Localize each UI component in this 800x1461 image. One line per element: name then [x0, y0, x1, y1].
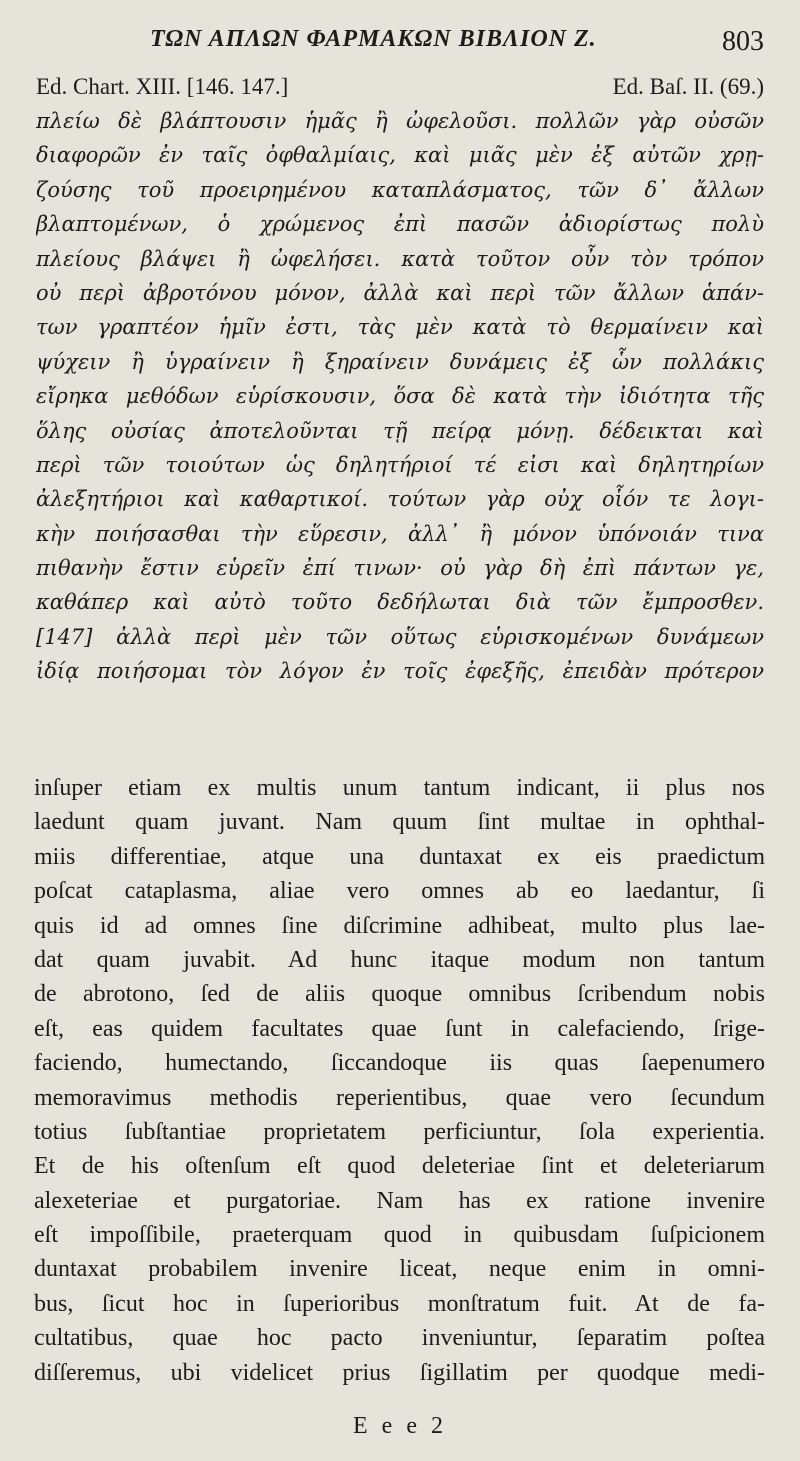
greek-text-line: ἰδίᾳ ποιήσομαι τὸν λόγον ἐν τοῖς ἐφεξῆς, ἐπειδὰν πρότερον: [36, 659, 764, 684]
latin-text-line: totius ſubſtantiae proprietatem perficiuntur, ſola experientia.: [34, 1118, 765, 1145]
latin-text-line: memoravimus methodis reperientibus, quae vero ſecundum: [34, 1084, 765, 1111]
edition-basel-reference: Ed. Baſ. II. (69.): [612, 74, 764, 99]
latin-text-line: duntaxat probabilem invenire liceat, neque enim in omni-: [34, 1256, 765, 1283]
greek-text-line: καθάπερ καὶ αὐτὸ τοῦτο δεδήλωται διὰ τῶν ἔμπροσθεν.: [36, 590, 764, 615]
latin-text-line: de abrotono, ſed de aliis quoque omnibus ſcribendum nobis: [34, 981, 765, 1008]
latin-text-line: laedunt quam juvant. Nam quum ſint multae in ophthal-: [34, 809, 765, 836]
latin-text-line: inſuper etiam ex multis unum tantum indicant, ii plus nos: [34, 775, 765, 801]
latin-text-line: quis id ad omnes ſine diſcrimine adhibeat, multo plus lae-: [34, 912, 765, 939]
greek-text-line: πλείω δὲ βλάπτουσιν ἡμᾶς ἢ ὠφελοῦσι. πολλῶν γὰρ οὐσῶν: [36, 109, 764, 133]
running-head-title: ΤΩΝ ΑΠΛΩΝ ΦΑΡΜΑΚΩΝ ΒΙΒΛΙΟΝ Ζ.: [150, 26, 597, 52]
edition-chart-reference: Ed. Chart. XIII. [146. 147.]: [36, 74, 289, 99]
greek-text-line: κὴν ποιήσασθαι τὴν εὕρεσιν, ἀλλ᾽ ἢ μόνον ὑπόνοιάν τινα: [36, 521, 764, 546]
greek-text-line: διαφορῶν ἐν ταῖς ὀφθαλμίαις, καὶ μιᾶς μὲν ἐξ αὐτῶν χρῃ-: [36, 143, 764, 168]
greek-text-line: εἴρηκα μεθόδων εὑρίσκουσιν, ὅσα δὲ κατὰ τὴν ἰδιότητα τῆς: [36, 384, 764, 409]
latin-text-line: eſt impoſſibile, praeterquam quod in quibusdam ſuſpicionem: [34, 1222, 765, 1249]
greek-text-line: ὅλης οὐσίας ἀποτελοῦνται τῇ πείρᾳ μόνῃ. δέδεικται καὶ: [36, 418, 764, 443]
greek-text-line: πιθανὴν ἔστιν εὑρεῖν ἐπί τινων· οὐ γὰρ δὴ ἐπὶ πάντων γε,: [36, 556, 764, 581]
greek-text-line: βλαπτομένων, ὁ χρώμενος ἐπὶ πασῶν ἀδιορίστως πολὺ: [36, 212, 764, 237]
latin-text-line: faciendo, humectando, ſiccandoque iis quas ſaepenumero: [34, 1050, 765, 1077]
edition-reference-line: [36, 74, 764, 102]
latin-text-line: diſſeremus, ubi videlicet prius ſigillatim per quodque medi-: [34, 1359, 765, 1386]
greek-text-line: των γραπτέον ἡμῖν ἐστι, τὰς μὲν κατὰ τὸ θερμαίνειν καὶ: [36, 315, 764, 340]
latin-text-line: dat quam juvabit. Ad hunc itaque modum non tantum: [34, 946, 765, 973]
greek-text-line: ἀλεξητήριοι καὶ καθαρτικοί. τούτων γὰρ οὐχ οἷόν τε λογι-: [36, 487, 764, 512]
latin-text-line: bus, ſicut hoc in ſuperioribus monſtratum fuit. At de fa-: [34, 1290, 765, 1317]
latin-text-line: Et de his oſtenſum eſt quod deleteriae ſint et deleteriarum: [34, 1153, 765, 1180]
greek-text-line: ψύχειν ἢ ὑγραίνειν ἢ ξηραίνειν δυνάμεις ἐξ ὧν πολλάκις: [36, 349, 764, 374]
latin-text-line: alexeteriae et purgatoriae. Nam has ex ratione invenire: [34, 1187, 765, 1214]
greek-text-line: πλείους βλάψει ἢ ὠφελήσει. κατὰ τοῦτον οὖν τὸν τρόπον: [36, 246, 764, 271]
greek-text-line: περὶ τῶν τοιούτων ὡς δηλητήριοί τέ εἰσι καὶ δηλητηρίων: [36, 452, 764, 477]
greek-text-line: ζούσης τοῦ προειρημένου καταπλάσματος, τῶν δ᾽ ἄλλων: [36, 177, 764, 202]
page-number: 803: [722, 26, 764, 57]
latin-text-line: cultatibus, quae hoc pacto inveniuntur, ſeparatim poſtea: [34, 1325, 765, 1352]
greek-text-line: οὐ περὶ ἀβροτόνου μόνον, ἀλλὰ καὶ περὶ τῶν ἄλλων ἁπάν-: [36, 280, 764, 305]
latin-text-block: [34, 771, 765, 1390]
greek-text-block: [36, 104, 764, 689]
signature-mark: E e e 2: [353, 1413, 447, 1439]
greek-text-line: [147] ἀλλὰ περὶ μὲν τῶν οὕτως εὑρισκομένων δυνάμεων: [36, 624, 764, 649]
latin-text-line: poſcat cataplasma, aliae vero omnes ab eo laedantur, ſi: [34, 878, 765, 905]
latin-text-line: miis differentiae, atque una duntaxat ex eis praedictum: [34, 843, 765, 870]
latin-text-line: eſt, eas quidem facultates quae ſunt in calefaciendo, ſrige-: [34, 1015, 765, 1042]
